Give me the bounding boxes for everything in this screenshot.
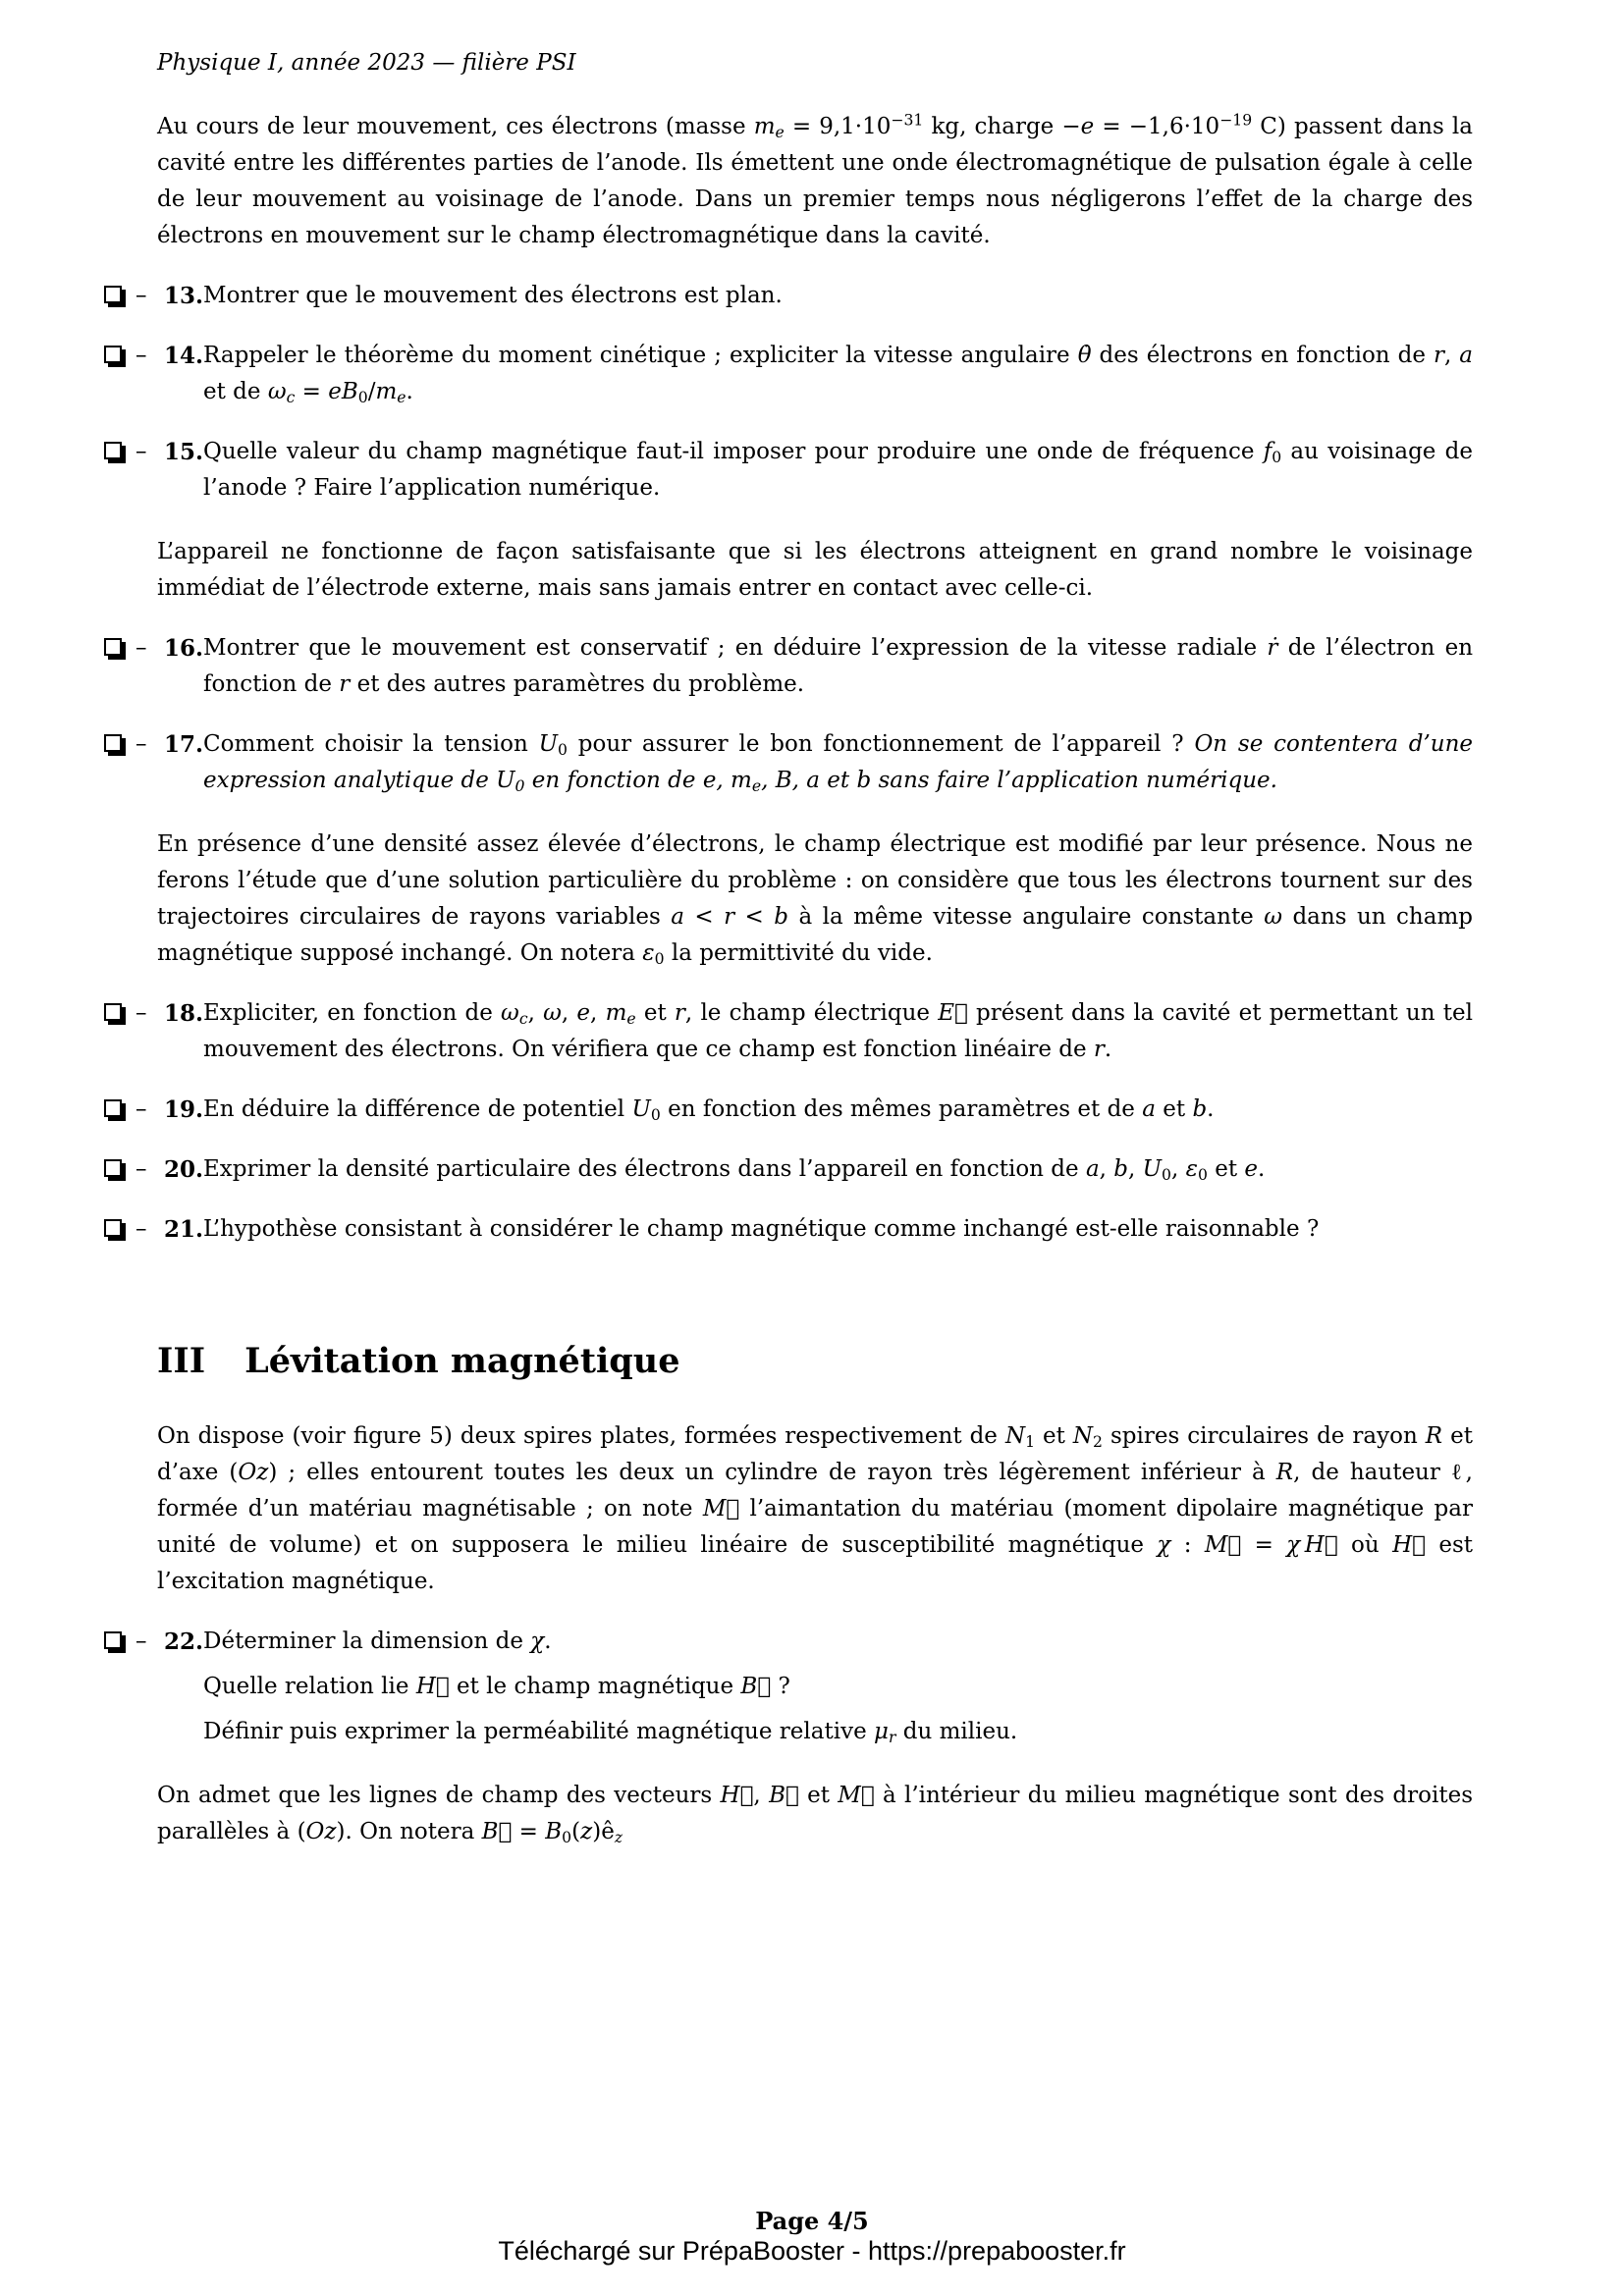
- page-header-title: Physique I, année 2023 — filière PSI: [157, 50, 576, 76]
- question-marker: [104, 278, 203, 314]
- question-number: 17.: [164, 731, 204, 758]
- question-text: Rappeler le théorème du moment cinétique ; expliciter la vitesse angulaire θ̇ des électrons en fonction de r, a et de $\omega_c = eB_0/m_e$.: [203, 343, 1473, 406]
- question-subline-3: Définir puis exprimer la perméabilité magnétique relative $\mu_r$ du milieu.: [203, 1719, 1018, 1746]
- footer-page-number: Page 4/5: [755, 2207, 869, 2235]
- page-footer: [0, 2208, 1624, 2267]
- checkbox-icon: [104, 1631, 122, 1649]
- checkbox-icon: [104, 1003, 122, 1021]
- question-marker: [104, 1624, 203, 1660]
- question-22: [104, 1624, 1473, 1750]
- question-text: Expliciter, en fonction de $\omega_c$, ω, e, $m_e$ et r, le champ électrique E⃗ présent dans la cavité et permettant un tel mouvement des électrons. On vérifiera que ce champ est fonction linéaire de r.: [203, 1000, 1473, 1062]
- checkbox-wrap: [104, 726, 135, 752]
- question-marker: [104, 338, 203, 374]
- list-dash: –: [135, 635, 147, 661]
- question-text: [203, 1624, 1473, 1750]
- question-number: 22.: [164, 1629, 204, 1655]
- checkbox-wrap: [104, 338, 135, 363]
- question-13: [104, 278, 1473, 314]
- checkbox-icon: [104, 1159, 122, 1177]
- question-marker: [104, 1211, 203, 1248]
- question-number: 13.: [164, 283, 204, 309]
- checkbox-wrap: [104, 278, 135, 303]
- question-number: 16.: [164, 635, 204, 662]
- checkbox-icon: [104, 346, 122, 363]
- question-marker: [104, 434, 203, 470]
- question-14: [104, 338, 1473, 410]
- question-number: 18.: [164, 1000, 204, 1027]
- question-subline-1: Déterminer la dimension de χ.: [203, 1629, 552, 1654]
- checkbox-icon: [104, 734, 122, 752]
- list-dash: –: [135, 1629, 147, 1654]
- section-body: [135, 1418, 1473, 1850]
- question-text: Quelle valeur du champ magnétique faut-il imposer pour produire une onde de fréquence $f_0$ au voisinage de l’anode ? Faire l’application numérique.: [203, 439, 1473, 501]
- question-number: 20.: [164, 1156, 204, 1183]
- question-text: En déduire la différence de potentiel $U_0$ en fonction des mêmes paramètres et de a et b.: [203, 1096, 1215, 1124]
- question-subline-2: Quelle relation lie H⃗ et le champ magnétique B⃗ ?: [203, 1674, 790, 1699]
- checkbox-wrap: [104, 1624, 135, 1649]
- checkbox-icon: [104, 638, 122, 656]
- question-number: 19.: [164, 1096, 204, 1123]
- question-19: [104, 1092, 1473, 1128]
- paragraph-spires: On dispose (voir figure 5) deux spires plates, formées respectivement de $N_1$ et $N_2$ spires circulaires de rayon R et d’axe (Oz) ; elles entourent toutes les deux un cylindre de rayon très légèrement inférieur à R, de hauteur ℓ, formée d’un matériau magnétisable ; on note M⃗ l’aimantation du matériau (moment dipolaire magnétique par unité de volume) et on supposera le milieu linéaire de susceptibilité magnétique χ : M⃗ = χ H⃗ où H⃗ est l’excitation magnétique.: [157, 1423, 1473, 1594]
- question-marker: [104, 1092, 203, 1128]
- list-dash: –: [135, 343, 147, 368]
- list-dash: –: [135, 731, 147, 757]
- question-text: Montrer que le mouvement des électrons est plan.: [203, 283, 783, 308]
- list-dash: –: [135, 1156, 147, 1182]
- question-16: [104, 630, 1473, 703]
- question-18: [104, 995, 1473, 1068]
- footer-download-link[interactable]: Téléchargé sur PrépaBooster - https://prepabooster.fr: [498, 2236, 1126, 2266]
- paragraph-appareil: L’appareil ne fonctionne de façon satisfaisante que si les électrons atteignent en grand nombre le voisinage immédiat de l’électrode externe, mais sans jamais entrer en contact avec celle-ci.: [157, 539, 1473, 601]
- list-dash: –: [135, 283, 147, 308]
- checkbox-wrap: [104, 1211, 135, 1237]
- question-text: Exprimer la densité particulaire des électrons dans l’appareil en fonction de a, b, $U_0$, $\varepsilon_0$ et e.: [203, 1156, 1266, 1184]
- section-heading: [157, 1338, 1473, 1385]
- question-marker: [104, 630, 203, 667]
- checkbox-icon: [104, 442, 122, 459]
- checkbox-wrap: [104, 630, 135, 656]
- question-text: Comment choisir la tension $U_0$ pour assurer le bon fonctionnement de l’appareil ? On se contentera d’une expression analytique de $U_0$ en fonction de e, $m_e$, B, a et b sans faire l’application numérique.: [203, 731, 1473, 795]
- checkbox-icon: [104, 1099, 122, 1117]
- intro-paragraph-electrons: Au cours de leur mouvement, ces électrons (masse $m_e = 9,1\cdot 10^{-31}$ kg, charge $-e = -1,6\cdot 10^{-19}$ C) passent dans la cavité entre les différentes parties de l’anode. Ils émettent une onde électromagnétique de pulsation égale à celle de leur mouvement au voisinage de l’anode. Dans un premier temps nous négligerons l’effet de la charge des électrons en mouvement sur le champ électromagnétique dans la cavité.: [157, 110, 1473, 248]
- list-dash: –: [135, 439, 147, 464]
- question-17: [104, 726, 1473, 799]
- section-title: Lévitation magnétique: [244, 1341, 680, 1381]
- checkbox-icon: [104, 1219, 122, 1237]
- paragraph-lignes-champ: On admet que les lignes de champ des vecteurs H⃗, B⃗ et M⃗ à l’intérieur du milieu magnétique sont des droites parallèles à (Oz). On notera B⃗ = $B_0(z)ê_z$: [157, 1783, 1473, 1846]
- question-marker: [104, 1151, 203, 1188]
- checkbox-icon: [104, 286, 122, 303]
- question-text: Montrer que le mouvement est conservatif ; en déduire l’expression de la vitesse radiale ṙ de l’électron en fonction de r et des autres paramètres du problème.: [203, 635, 1474, 697]
- paragraph-densite: En présence d’une densité assez élevée d’électrons, le champ électrique est modifié par leur présence. Nous ne ferons l’étude que d’une solution particulière du problème : on considère que tous les électrons tournent sur des trajectoires circulaires de rayons variables a < r < b à la même vitesse angulaire constante ω dans un champ magnétique supposé inchangé. On notera $\varepsilon_0$ la permittivité du vide.: [157, 831, 1473, 968]
- question-15: [104, 434, 1473, 507]
- list-dash: –: [135, 1000, 147, 1026]
- list-dash: –: [135, 1096, 147, 1122]
- list-dash: –: [135, 1216, 147, 1242]
- checkbox-wrap: [104, 434, 135, 459]
- question-number: 14.: [164, 343, 204, 369]
- section-number: III: [157, 1341, 206, 1381]
- question-20: [104, 1151, 1473, 1188]
- checkbox-wrap: [104, 995, 135, 1021]
- question-text: L’hypothèse consistant à considérer le champ magnétique comme inchangé est-elle raisonnable ?: [203, 1216, 1320, 1242]
- question-21: [104, 1211, 1473, 1248]
- question-marker: [104, 726, 203, 763]
- question-number: 21.: [164, 1216, 204, 1243]
- checkbox-wrap: [104, 1092, 135, 1117]
- question-number: 15.: [164, 439, 204, 465]
- checkbox-wrap: [104, 1151, 135, 1177]
- question-marker: [104, 995, 203, 1032]
